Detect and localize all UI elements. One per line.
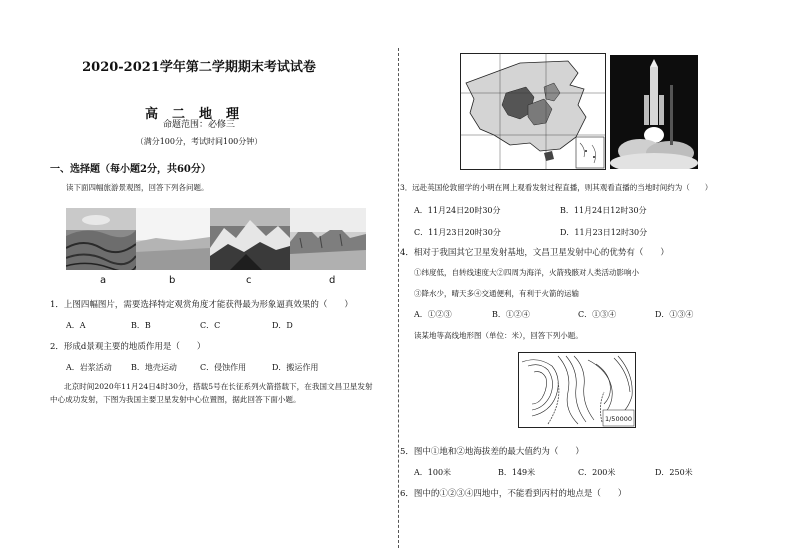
q4-statement-line1: ①纬度低，自转线速度大②四周为海洋，火箭残骸对人类活动影响小 bbox=[414, 268, 639, 277]
q3-option-c[interactable]: C．11月23日20时30分 bbox=[414, 228, 501, 237]
q4-statement-line2: ③降水少，晴天多④交通便利，有利于火箭的运输 bbox=[414, 289, 579, 298]
rocket-launch-photo bbox=[610, 55, 698, 169]
photo-label-b: b bbox=[169, 275, 176, 286]
photo-c-mountain-image bbox=[210, 208, 290, 270]
column-divider bbox=[398, 48, 399, 548]
photo-d-landform-image bbox=[290, 208, 366, 270]
q1-option-c[interactable]: C．C bbox=[200, 321, 221, 330]
photo-label-a: a bbox=[100, 275, 107, 286]
section-intro: 读下面四幅旅游景观图，回答下列各问题。 bbox=[66, 183, 209, 192]
photo-label-c: c bbox=[246, 275, 252, 286]
q2-option-d[interactable]: D．搬运作用 bbox=[272, 363, 319, 372]
question-2-stem: 2．形成d景观主要的地质作用是（ ） bbox=[50, 342, 206, 352]
contour-map bbox=[518, 352, 636, 428]
contour-map-scale: 1/50000 bbox=[604, 415, 633, 423]
subject-title: 高二地理 bbox=[144, 107, 253, 122]
q3-option-d[interactable]: D．11月23日12时30分 bbox=[560, 228, 648, 237]
photo-a-desert-image bbox=[66, 208, 136, 270]
question-4-stem: 4．相对于我国其它卫星发射基地，文昌卫星发射中心的优势有（ ） bbox=[400, 248, 669, 258]
passage-contour-intro: 读某地等高线地形图（单位：米），回答下列小题。 bbox=[414, 331, 583, 340]
q1-option-a[interactable]: A．A bbox=[66, 321, 86, 330]
q3-option-b[interactable]: B．11月24日12时30分 bbox=[560, 206, 647, 215]
question-6-stem: 6．图中的①②③④四地中，不能看到丙村的地点是（ ） bbox=[400, 489, 627, 499]
q3-option-a[interactable]: A．11月24日20时30分 bbox=[414, 206, 501, 215]
exam-note: （满分100分，考试时间100分钟） bbox=[135, 137, 263, 146]
question-3-stem: 3．远赴英国伦敦留学的小明在网上观看发射过程直播，则其观看直播的当地时间约为（ ） bbox=[400, 183, 713, 192]
q2-option-b[interactable]: B．地壳运动 bbox=[131, 363, 177, 372]
question-5-stem: 5．图中①地和②地海拔差的最大值约为（ ） bbox=[400, 447, 584, 457]
q5-option-b[interactable]: B．149米 bbox=[498, 468, 536, 477]
exam-scope: 命题范围：必修三 bbox=[162, 120, 235, 130]
q5-option-a[interactable]: A．100米 bbox=[414, 468, 452, 477]
photo-b-plain-image bbox=[136, 208, 210, 270]
q5-option-d[interactable]: D．250米 bbox=[655, 468, 693, 477]
section-heading: 一、选择题（每小题2分，共60分） bbox=[50, 164, 211, 175]
q2-option-c[interactable]: C．侵蚀作用 bbox=[200, 363, 247, 372]
exam-title: 2020-2021学年第二学期期末考试试卷 bbox=[82, 60, 316, 75]
photo-label-d: d bbox=[329, 275, 336, 286]
q4-option-b[interactable]: B．①②④ bbox=[492, 310, 530, 319]
q4-option-d[interactable]: D．①③④ bbox=[655, 310, 694, 319]
q4-option-c[interactable]: C．①③④ bbox=[578, 310, 617, 319]
passage-launch-line2: 中心成功发射，下图为我国主要卫星发射中心位置图，据此回答下面小题。 bbox=[50, 395, 301, 404]
china-launch-centers-map bbox=[460, 53, 606, 170]
q4-option-a[interactable]: A．①②③ bbox=[414, 310, 452, 319]
q1-option-d[interactable]: D．D bbox=[272, 321, 293, 330]
q2-option-a[interactable]: A．岩浆活动 bbox=[66, 363, 112, 372]
q5-option-c[interactable]: C．200米 bbox=[578, 468, 616, 477]
question-1-stem: 1．上图四幅图片，需要选择特定观赏角度才能获得最为形象逼真效果的（ ） bbox=[50, 300, 353, 310]
q1-option-b[interactable]: B．B bbox=[131, 321, 151, 330]
passage-launch-line1: 北京时间2020年11月24日4时30分，搭载5号在长征系列火箭搭载下，在我国文昌卫星发射 bbox=[64, 382, 373, 391]
